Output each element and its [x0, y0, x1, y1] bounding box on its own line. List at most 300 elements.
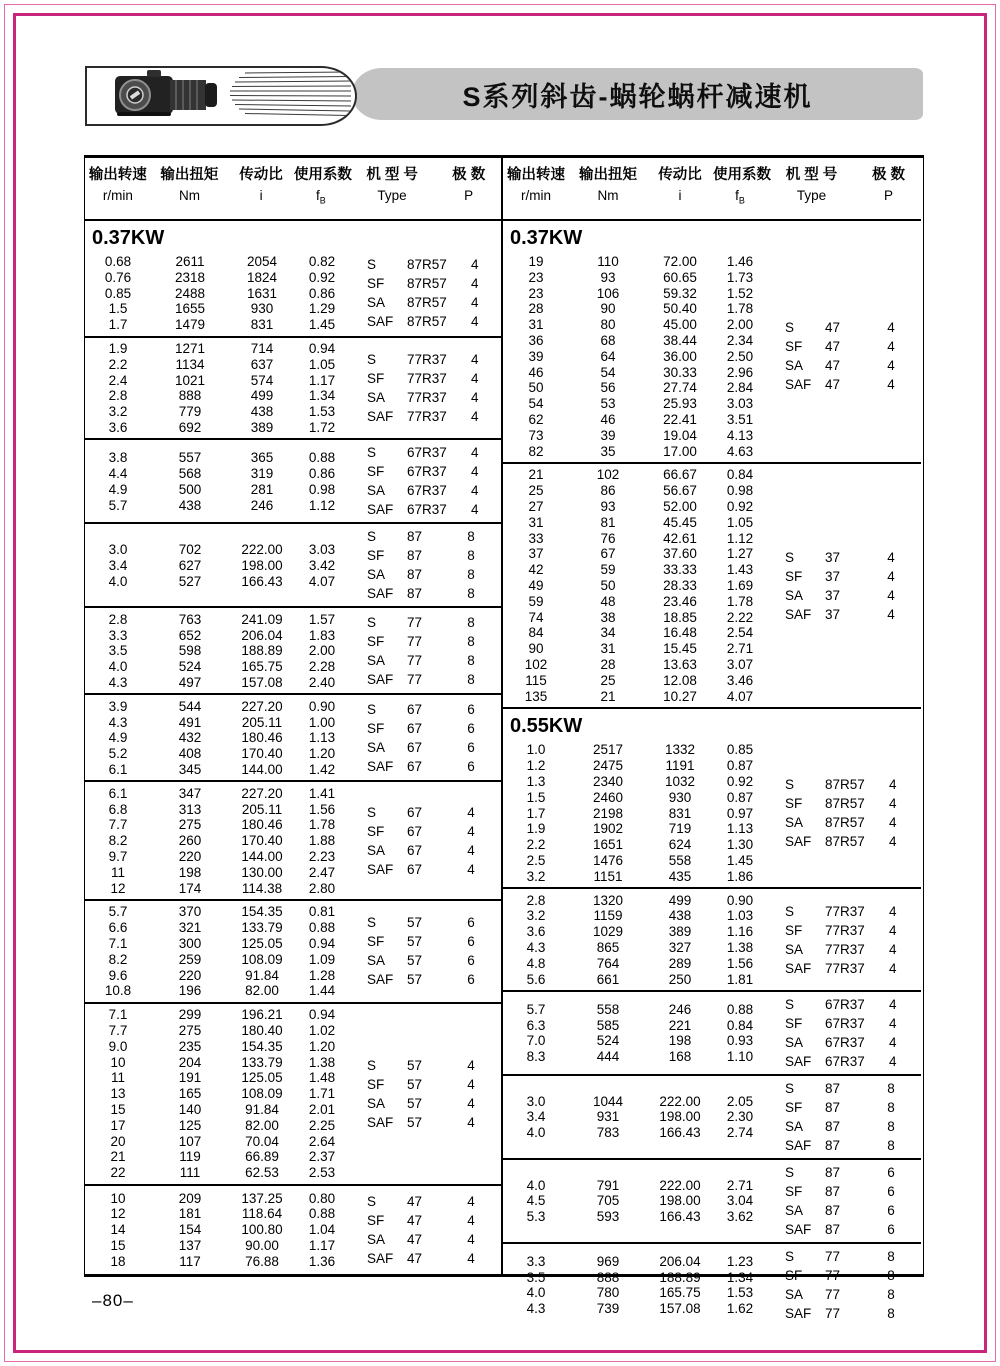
type-prefix: S	[367, 1057, 377, 1073]
poles-value: 4	[467, 1250, 475, 1266]
spec-block	[503, 251, 921, 464]
type-prefix: S	[367, 352, 377, 368]
data-cell: 23.46	[663, 593, 697, 609]
data-cell: 2.50	[726, 348, 754, 364]
data-cell: 345	[178, 762, 202, 778]
type-row	[367, 1211, 501, 1230]
data-cell: 3.6	[526, 924, 546, 940]
data-cell: 557	[178, 450, 202, 466]
table-row	[85, 951, 349, 967]
type-model: 77	[407, 614, 423, 630]
table-row	[85, 611, 349, 627]
data-cell: 59.32	[663, 285, 697, 301]
data-cell: 783	[596, 1125, 620, 1141]
data-cell: 705	[596, 1193, 620, 1209]
data-cell: 22	[110, 1165, 126, 1181]
data-cell: 370	[178, 904, 202, 920]
table-row	[85, 762, 349, 778]
table-row	[85, 356, 349, 372]
poles-value: 6	[887, 1221, 895, 1237]
type-prefix: S	[785, 549, 795, 565]
type-prefix: SAF	[785, 960, 812, 976]
table-row	[503, 837, 767, 853]
data-cell: 133.79	[241, 1054, 283, 1070]
table-row	[503, 269, 767, 285]
data-cell: 31	[528, 317, 544, 333]
type-column	[767, 548, 921, 624]
page-title: S系列斜齿-蜗轮蜗杆减速机	[462, 81, 813, 112]
spec-block	[85, 1186, 501, 1274]
poles-value: 6	[467, 972, 475, 988]
data-cell: 56.67	[663, 483, 697, 499]
column-unit: P	[464, 188, 474, 203]
type-row	[367, 565, 501, 584]
data-cell: 408	[178, 746, 202, 762]
data-cell: 3.0	[526, 1093, 546, 1109]
data-cell: 661	[596, 971, 620, 987]
data-cell: 10	[110, 1054, 126, 1070]
data-cell: 2.23	[308, 849, 336, 864]
data-cell: 59	[528, 593, 544, 609]
data-cell: 196.21	[241, 1007, 283, 1023]
poles-value: 8	[887, 1137, 895, 1153]
data-cell: 1.7	[108, 317, 128, 333]
type-model: 77R37	[825, 960, 865, 976]
data-cell: 438	[178, 497, 202, 513]
table-row	[503, 940, 767, 956]
type-row	[367, 1230, 501, 1249]
data-cell: 46	[600, 412, 616, 428]
data-cell: 1.44	[308, 983, 336, 999]
fb-symbol: f	[735, 188, 739, 203]
data-cell: 93	[600, 499, 616, 515]
table-row	[85, 542, 349, 558]
data-cell: 3.2	[526, 868, 546, 884]
data-cell: 627	[178, 557, 202, 573]
data-cell: 1.05	[308, 356, 336, 372]
type-prefix: SF	[785, 1183, 803, 1199]
data-rows	[85, 904, 349, 999]
poles-value: 4	[889, 1015, 897, 1031]
type-model: 67	[407, 804, 423, 820]
data-cell: 166.43	[241, 573, 283, 589]
type-row	[785, 356, 921, 375]
table-row	[85, 785, 349, 801]
poles-value: 8	[887, 1267, 895, 1283]
data-cell: 1.29	[308, 301, 336, 317]
type-column	[767, 1163, 921, 1239]
data-cell: 1.53	[308, 404, 336, 420]
type-prefix: SA	[785, 1118, 804, 1134]
data-cell: 27.74	[663, 380, 697, 396]
data-cell: 4.13	[726, 427, 754, 443]
data-cell: 220	[178, 967, 202, 983]
poles-value: 6	[467, 934, 475, 950]
type-model: 47	[407, 1212, 423, 1228]
table-row	[85, 497, 349, 513]
type-prefix: S	[785, 320, 795, 336]
data-cell: 12	[110, 880, 126, 896]
data-cell: 831	[668, 805, 692, 821]
data-cell: 568	[178, 466, 202, 482]
data-cell: 3.2	[108, 404, 128, 420]
type-model: 57	[407, 915, 423, 931]
type-prefix: SAF	[785, 606, 812, 622]
type-column	[767, 1079, 921, 1155]
data-cell: 33	[528, 530, 544, 546]
data-cell: 166.43	[659, 1125, 701, 1141]
type-model: 57	[407, 1095, 423, 1111]
data-cell: 831	[250, 317, 274, 333]
table-row	[85, 341, 349, 357]
data-cell: 90	[528, 641, 544, 657]
data-cell: 3.0	[108, 542, 128, 558]
data-cell: 0.98	[308, 481, 336, 497]
data-cell: 28	[528, 301, 544, 317]
table-row	[85, 372, 349, 388]
spec-block	[85, 440, 501, 524]
data-cell: 1.46	[726, 254, 754, 270]
type-row	[367, 1192, 501, 1211]
type-model: 67R37	[825, 1015, 865, 1031]
table-row	[85, 880, 349, 896]
table-row	[503, 688, 767, 704]
column-headers-units	[85, 186, 501, 211]
table-row	[503, 1001, 767, 1017]
data-cell: 0.98	[726, 483, 754, 499]
data-cell: 8.3	[526, 1049, 546, 1065]
data-cell: 0.97	[726, 805, 754, 821]
type-model: 77	[825, 1305, 841, 1321]
table-row	[85, 936, 349, 952]
data-cell: 275	[178, 1022, 202, 1038]
data-cell: 241.09	[241, 611, 283, 627]
table-row	[85, 1253, 349, 1269]
data-cell: 2.71	[726, 1177, 754, 1193]
data-cell: 438	[668, 908, 692, 924]
data-cell: 7.7	[108, 817, 128, 833]
poles-value: 4	[887, 377, 895, 393]
type-prefix: SF	[367, 823, 385, 839]
data-cell: 2.54	[726, 625, 754, 641]
type-prefix: SA	[367, 652, 386, 668]
data-cell: 1.34	[308, 388, 336, 404]
type-row	[367, 255, 505, 274]
data-cell: 0.84	[726, 1017, 754, 1033]
data-cell: 702	[178, 542, 202, 558]
type-model: 67R37	[407, 445, 447, 461]
type-model: 57	[407, 972, 423, 988]
type-model: 37	[825, 568, 841, 584]
type-row	[367, 1075, 501, 1094]
data-cell: 0.86	[308, 285, 336, 301]
type-row	[785, 1033, 923, 1052]
data-cell: 8.2	[108, 833, 128, 849]
column-header: 极 数	[452, 167, 486, 183]
type-model: 67	[407, 823, 423, 839]
data-cell: 1.20	[308, 746, 336, 762]
table-row	[503, 1253, 767, 1269]
table-row	[85, 1190, 349, 1206]
data-cell: 1.48	[308, 1070, 336, 1086]
poles-value: 4	[471, 445, 479, 461]
data-cell: 73	[528, 427, 544, 443]
data-cell: 196	[178, 983, 202, 999]
data-cell: 174	[178, 880, 202, 896]
table-row	[85, 420, 349, 436]
type-row	[785, 1304, 921, 1323]
data-cell: 4.9	[108, 481, 128, 497]
data-cell: 1.27	[726, 546, 754, 562]
data-cell: 5.7	[108, 904, 128, 920]
data-cell: 1.5	[526, 789, 546, 805]
type-model: 77R37	[407, 409, 447, 425]
poles-value: 8	[467, 567, 475, 583]
data-cell: 191	[178, 1070, 202, 1086]
data-cell: 180.46	[241, 730, 283, 746]
data-cell: 719	[668, 821, 692, 837]
data-cell: 6.3	[526, 1017, 546, 1033]
poles-value: 8	[887, 1080, 895, 1096]
data-cell: 0.90	[308, 698, 336, 714]
data-cell: 15	[110, 1238, 126, 1254]
type-model: 67	[407, 701, 423, 717]
data-cell: 1.30	[726, 837, 754, 853]
data-cell: 593	[596, 1209, 620, 1225]
data-cell: 1.10	[726, 1049, 754, 1065]
data-cell: 35	[600, 443, 616, 459]
type-row	[785, 1285, 921, 1304]
data-cell: 1476	[592, 852, 624, 868]
type-model: 87R57	[407, 295, 447, 311]
type-prefix: SF	[367, 934, 385, 950]
type-row	[367, 527, 501, 546]
table-row	[503, 514, 767, 530]
data-cell: 204	[178, 1054, 202, 1070]
type-prefix: S	[367, 529, 377, 545]
data-cell: 1.56	[726, 955, 754, 971]
type-model: 47	[407, 1193, 423, 1209]
type-model: 67	[407, 861, 423, 877]
type-column	[767, 995, 923, 1071]
table-row	[503, 530, 767, 546]
type-row	[367, 757, 501, 776]
poles-value: 4	[467, 1076, 475, 1092]
type-model: 37	[825, 606, 841, 622]
type-prefix: SAF	[367, 586, 394, 602]
table-row	[503, 1125, 767, 1141]
poles-value: 4	[471, 464, 479, 480]
type-prefix: SF	[785, 796, 803, 812]
type-model: 77R37	[825, 922, 865, 938]
fb-symbol: f	[315, 188, 320, 203]
type-row	[785, 1201, 921, 1220]
spec-block	[503, 889, 921, 992]
type-model: 87	[825, 1202, 841, 1218]
type-row	[785, 1079, 921, 1098]
data-cell: 28.33	[663, 578, 697, 594]
table-row	[85, 1238, 349, 1254]
data-cell: 198.00	[241, 557, 283, 573]
data-cell: 72.00	[663, 254, 697, 270]
type-row	[367, 841, 501, 860]
poles-value: 4	[467, 823, 475, 839]
gearbox-body	[115, 70, 217, 116]
column-unit: Nm	[179, 188, 200, 203]
data-cell: 7.1	[108, 1007, 128, 1023]
data-cell: 313	[178, 801, 202, 817]
type-model: 67R37	[407, 502, 447, 518]
table-row	[85, 849, 349, 865]
data-cell: 1159	[593, 908, 623, 924]
type-row	[367, 274, 505, 293]
data-cell: 930	[250, 301, 274, 317]
data-rows	[503, 1093, 767, 1140]
data-cell: 544	[178, 698, 202, 714]
type-prefix: SF	[785, 339, 803, 355]
poles-value: 8	[467, 671, 475, 687]
data-cell: 432	[178, 730, 202, 746]
data-cell: 90	[600, 301, 616, 317]
data-cell: 888	[178, 388, 202, 404]
data-cell: 1.45	[308, 317, 336, 333]
type-prefix: S	[367, 701, 377, 717]
type-prefix: SF	[367, 276, 385, 292]
data-cell: 49	[528, 578, 544, 594]
column-header: 输出转速	[88, 167, 147, 183]
poles-value: 6	[887, 1202, 895, 1218]
type-prefix: S	[785, 1080, 795, 1096]
poles-value: 6	[467, 701, 475, 717]
data-cell: 4.0	[108, 573, 128, 589]
type-row	[367, 719, 501, 738]
data-cell: 3.42	[308, 557, 336, 573]
data-cell: 2.25	[308, 1117, 336, 1133]
type-model: 67	[407, 739, 423, 755]
data-cell: 0.68	[104, 254, 132, 270]
type-prefix: S	[367, 614, 377, 630]
type-prefix: SAF	[785, 1221, 812, 1237]
data-cell: 222.00	[659, 1093, 701, 1109]
type-prefix: S	[367, 1193, 377, 1209]
data-cell: 15.45	[663, 641, 697, 657]
data-cell: 25.93	[663, 396, 697, 412]
data-cell: 1.17	[308, 1238, 336, 1254]
type-prefix: SA	[785, 815, 804, 831]
data-cell: 54	[600, 364, 616, 380]
data-cell: 42.61	[663, 530, 697, 546]
table-row	[503, 821, 767, 837]
data-cell: 4.3	[526, 1301, 546, 1317]
table-row	[503, 412, 767, 428]
poles-value: 4	[889, 1034, 897, 1050]
data-cell: 1134	[175, 356, 205, 372]
poles-value: 8	[887, 1248, 895, 1264]
data-cell: 1.71	[308, 1086, 336, 1102]
section-title: 0.37KW	[92, 226, 165, 249]
type-row	[785, 775, 923, 794]
column-header: 传动比	[658, 167, 702, 183]
type-model: 57	[407, 1057, 423, 1073]
data-cell: 48	[600, 593, 616, 609]
data-cell: 1.78	[308, 817, 336, 833]
data-cell: 1902	[592, 821, 624, 837]
data-cell: 4.0	[526, 1125, 546, 1141]
data-cell: 524	[178, 659, 202, 675]
data-cell: 8.2	[108, 951, 128, 967]
type-row	[785, 921, 923, 940]
type-model: 67R37	[825, 1034, 865, 1050]
table-row	[503, 971, 767, 987]
type-prefix: SA	[367, 1231, 386, 1247]
table-row	[503, 443, 767, 459]
data-cell: 119	[179, 1149, 201, 1165]
type-prefix: SA	[785, 1034, 804, 1050]
data-cell: 2198	[592, 805, 624, 821]
data-cell: 4.0	[526, 1285, 546, 1301]
table-row	[503, 254, 767, 270]
data-cell: 2517	[592, 742, 624, 758]
data-cell: 1.56	[308, 801, 336, 817]
data-cell: 764	[596, 955, 620, 971]
table-row	[503, 1049, 767, 1065]
data-cell: 300	[178, 935, 202, 951]
column-header: 传动比	[239, 167, 283, 183]
data-cell: 7.1	[108, 935, 128, 951]
data-cell: 389	[668, 924, 692, 940]
data-cell: 1.62	[726, 1301, 754, 1317]
table-row	[503, 789, 767, 805]
type-model: 87R57	[825, 796, 865, 812]
poles-value: 4	[887, 358, 895, 374]
table-row	[503, 924, 767, 940]
data-cell: 1032	[664, 773, 696, 789]
type-model: 67R37	[407, 464, 447, 480]
data-cell: 0.94	[308, 1007, 336, 1023]
data-cell: 0.94	[308, 935, 336, 951]
table-row	[85, 388, 349, 404]
data-cell: 259	[178, 951, 202, 967]
data-cell: 80	[600, 317, 616, 333]
type-model: 77R37	[407, 390, 447, 406]
data-cell: 140	[178, 1101, 202, 1117]
data-cell: 0.92	[308, 269, 336, 285]
data-cell: 3.03	[726, 396, 754, 412]
type-prefix: SF	[785, 1099, 803, 1115]
data-cell: 36.00	[663, 348, 697, 364]
data-cell: 16.48	[663, 625, 697, 641]
table-row	[503, 1209, 767, 1225]
table-row	[85, 1165, 349, 1181]
data-cell: 18.85	[663, 609, 697, 625]
column-header: 机 型 号	[366, 167, 418, 183]
type-prefix: SAF	[367, 502, 394, 518]
poles-value: 4	[467, 1231, 475, 1247]
type-model: 87	[825, 1080, 841, 1096]
data-cell: 181	[178, 1206, 202, 1222]
data-cell: 39	[528, 348, 544, 364]
type-model: 67	[407, 758, 423, 774]
type-row	[367, 651, 501, 670]
spec-block	[85, 608, 501, 695]
data-cell: 1.81	[726, 971, 754, 987]
data-cell: 6.8	[108, 801, 128, 817]
data-cell: 1.43	[726, 562, 754, 578]
data-cell: 188.89	[659, 1269, 701, 1285]
table-row	[503, 348, 767, 364]
type-row	[367, 970, 501, 989]
table-row	[503, 1177, 767, 1193]
